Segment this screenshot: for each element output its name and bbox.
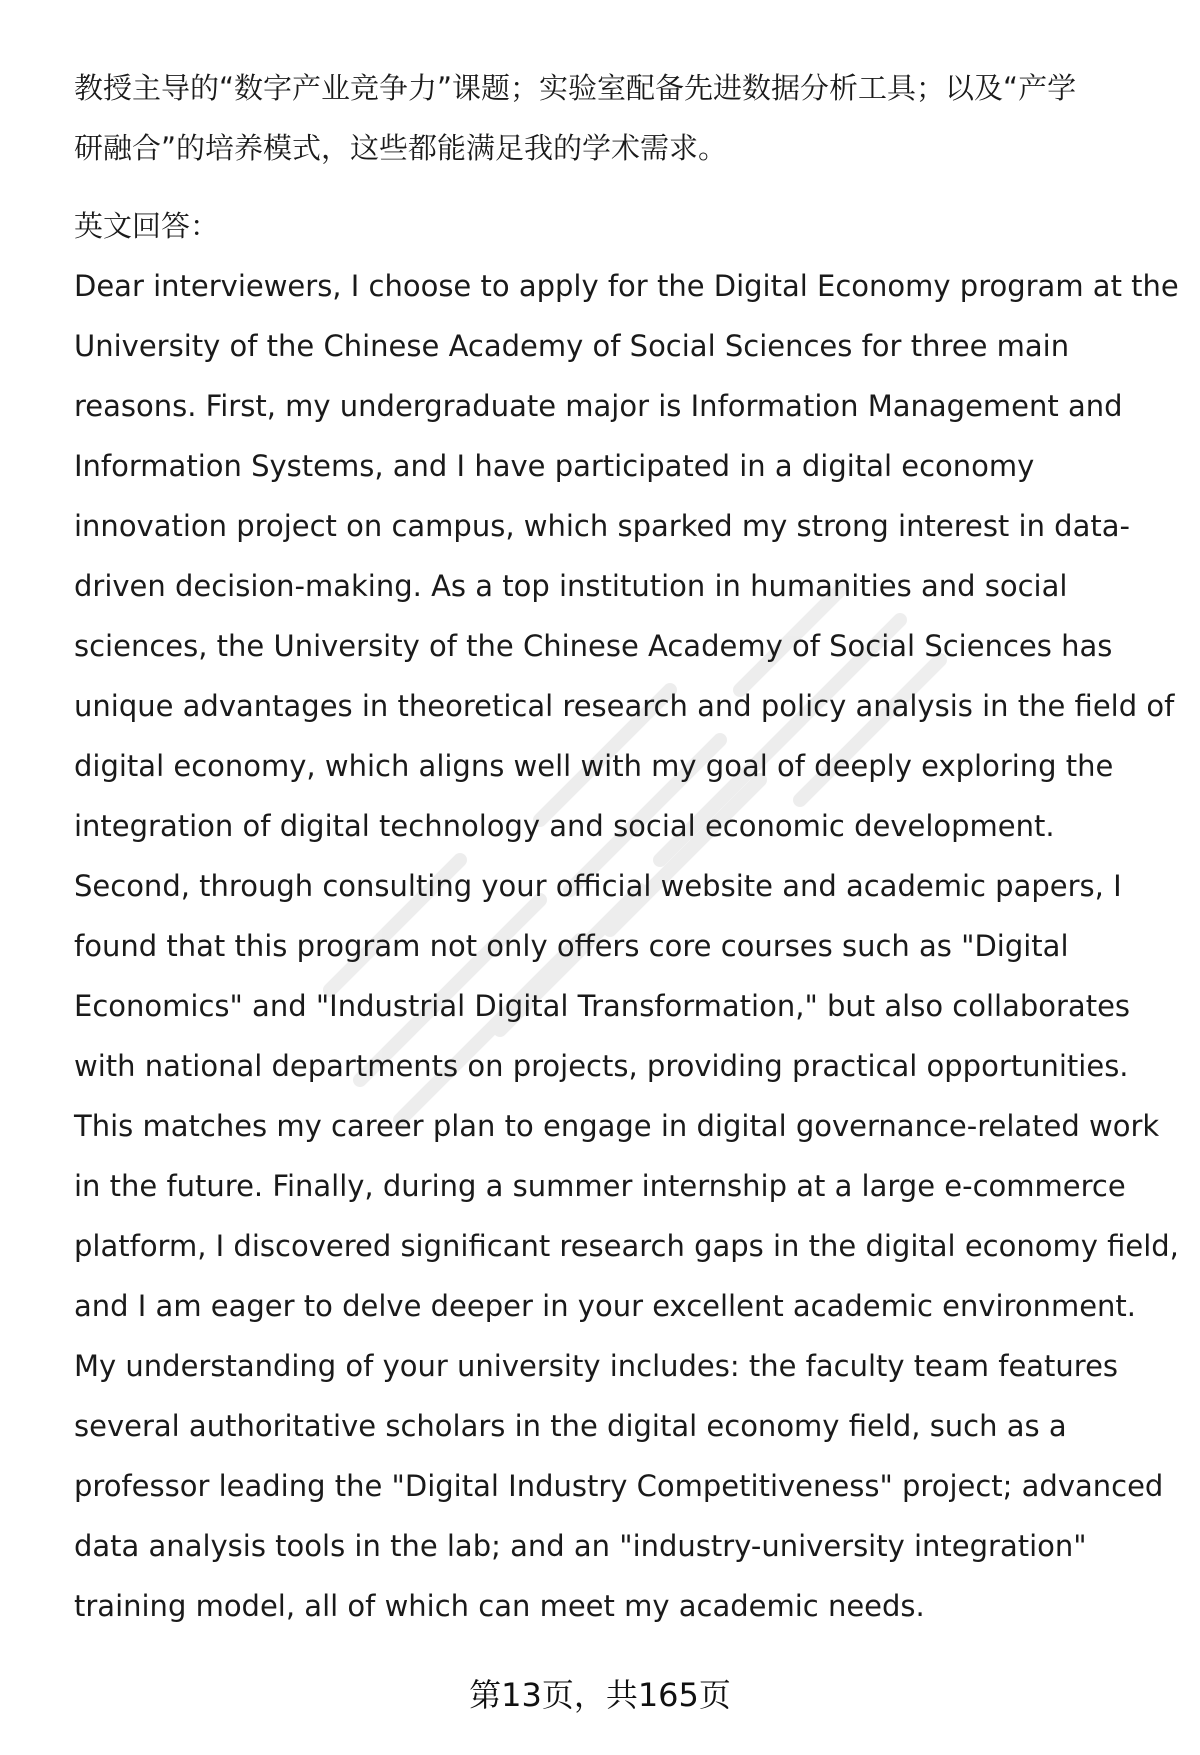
text-line: University of the Chinese Academy of Social Sciences for three main bbox=[74, 329, 1070, 363]
text-line: found that this program not only offers core courses such as "Digital bbox=[74, 929, 1069, 963]
page-content bbox=[74, 58, 1179, 1636]
text-line: reasons. First, my undergraduate major is Information Management and bbox=[74, 389, 1123, 423]
text-line: Economics" and "Industrial Digital Transformation," but also collaborates bbox=[74, 989, 1131, 1023]
text-line: innovation project on campus, which sparked my strong interest in data- bbox=[74, 509, 1130, 543]
text-line: professor leading the "Digital Industry Competitiveness" project; advanced bbox=[74, 1469, 1164, 1503]
text-line: Dear interviewers, I choose to apply for the Digital Economy program at the bbox=[74, 269, 1179, 303]
text-line: Information Systems, and I have participated in a digital economy bbox=[74, 449, 1035, 483]
paragraph-gap bbox=[74, 178, 1154, 196]
text-line: integration of digital technology and social economic development. bbox=[74, 809, 1055, 843]
text-line: This matches my career plan to engage in digital governance-related work bbox=[74, 1109, 1160, 1143]
text-line: and I am eager to delve deeper in your excellent academic environment. bbox=[74, 1289, 1137, 1323]
text-line: platform, I discovered significant research gaps in the digital economy field, bbox=[74, 1229, 1179, 1263]
text-line: sciences, the University of the Chinese Academy of Social Sciences has bbox=[74, 629, 1113, 663]
english-answer-section bbox=[74, 196, 1179, 1636]
text-line: My understanding of your university includes: the faculty team features bbox=[74, 1349, 1119, 1383]
english-answer-heading: 英文回答： bbox=[74, 209, 220, 243]
text-line: several authoritative scholars in the digital economy field, such as a bbox=[74, 1409, 1067, 1443]
text-line: digital economy, which aligns well with my goal of deeply exploring the bbox=[74, 749, 1114, 783]
text-line: 研融合”的培养模式，这些都能满足我的学术需求。 bbox=[74, 131, 728, 165]
text-line: 教授主导的“数字产业竞争力”课题；实验室配备先进数据分析工具；以及“产学 bbox=[74, 71, 1077, 105]
text-line: unique advantages in theoretical research and policy analysis in the field of bbox=[74, 689, 1175, 723]
text-line: data analysis tools in the lab; and an "industry-university integration" bbox=[74, 1529, 1087, 1563]
chinese-answer-continuation bbox=[74, 58, 1154, 178]
text-line: driven decision-making. As a top institution in humanities and social bbox=[74, 569, 1068, 603]
text-line: training model, all of which can meet my academic needs. bbox=[74, 1589, 925, 1623]
text-line: Second, through consulting your official website and academic papers, I bbox=[74, 869, 1122, 903]
page-number-footer: 第13页，共165页 bbox=[469, 1676, 731, 1714]
text-line: in the future. Finally, during a summer internship at a large e-commerce bbox=[74, 1169, 1126, 1203]
text-line: with national departments on projects, providing practical opportunities. bbox=[74, 1049, 1129, 1083]
